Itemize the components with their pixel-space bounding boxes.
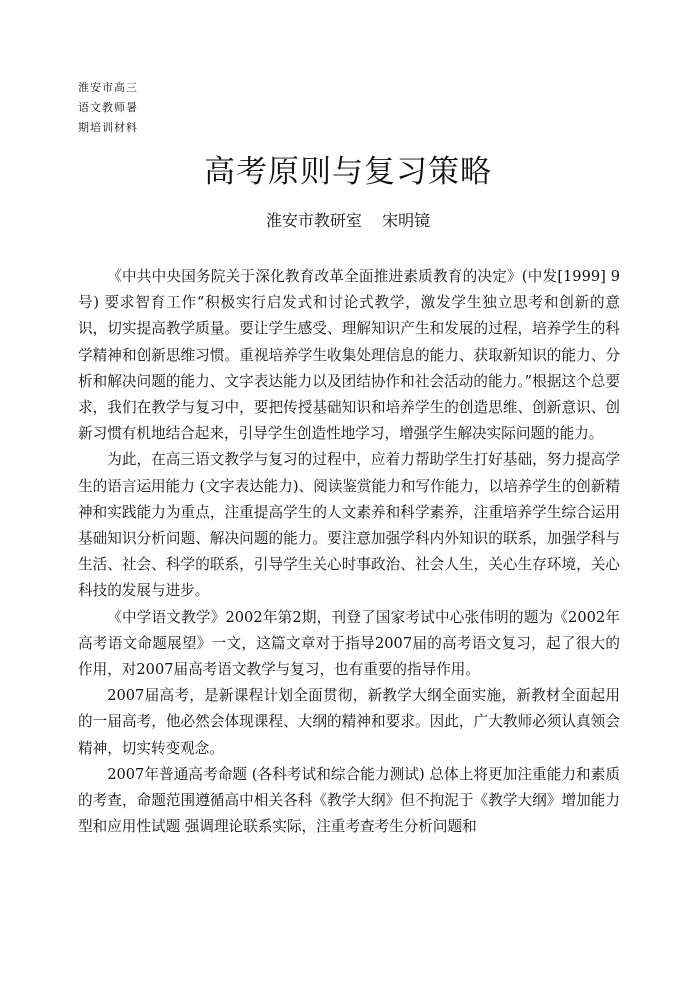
body-paragraph: 2007届高考，是新课程计划全面贯彻，新教学大纲全面实施，新教材全面起用的一届高考，他必然会体现课程、大纲的精神和要求。因此，广大教师必须认真领会精神，切实转变观念。 <box>78 687 620 757</box>
body-paragraph: 《中学语文教学》2002年第2期，刊登了国家考试中心张伟明的题为《2002年高考语文命题展望》一文，这篇文章对于指导2007届的高考语文复习，起了很大的作用，对2007届高考语文教学与复习，也有重要的指导作用。 <box>78 608 620 679</box>
header-note-line: 语文教师暑 <box>78 101 138 114</box>
document-title: 高考原则与复习策略 <box>204 154 492 190</box>
document-body <box>78 264 620 840</box>
header-note-line: 淮安市高三 <box>78 81 138 94</box>
header-note-line: 期培训材料 <box>78 121 138 134</box>
body-paragraph: 为此，在高三语文教学与复习的过程中，应着力帮助学生打好基础，努力提高学生的语言运用能力 (文字表达能力)、阅读鉴赏能力和写作能力，以培养学生的创新精神和实践能力为重点，注重提高学生的人文素养和科学素养，注重培养学生综合运用基础知识分析问题、解决问题的能力。要注意加强学科内外知识的联系，加强学科与生活、社会、科学的联系，引导学生关心时事政治、社会人生，关心生存环境，关心科技的发展与进步。 <box>78 451 620 600</box>
body-paragraph: 2007年普通高考命题 (各科考试和综合能力测试) 总体上将更加注重能力和素质的考查，命题范围遵循高中相关各科《教学大纲》但不拘泥于《教学大纲》增加能力型和应用性试题 强调理论联系实际，注重考查考生分析问题和 <box>78 765 620 836</box>
body-paragraph: 《中共中央国务院关于深化教育改革全面推进素质教育的决定》(中发[1999] 9号) 要求智育工作“积极实行启发式和讨论式教学，激发学生独立思考和创新的意识，切实提高教学质量。要让学生感受、理解知识产生和发展的过程，培养学生的科学精神和创新思维习惯。重视培养学生收集处理信息的能力、获取新知识的能力、分析和解决问题的能力、文字表达能力以及团结协作和社会活动的能力。”根据这个总要求，我们在教学与复习中，要把传授基础知识和培养学生的创造思维、创新意识、创新习惯有机地结合起来，引导学生创造性地学习，增强学生解决实际问题的能力。 <box>78 268 620 443</box>
author-line: 淮安市教研室 宋明镜 <box>265 211 431 230</box>
header-note <box>78 78 138 138</box>
